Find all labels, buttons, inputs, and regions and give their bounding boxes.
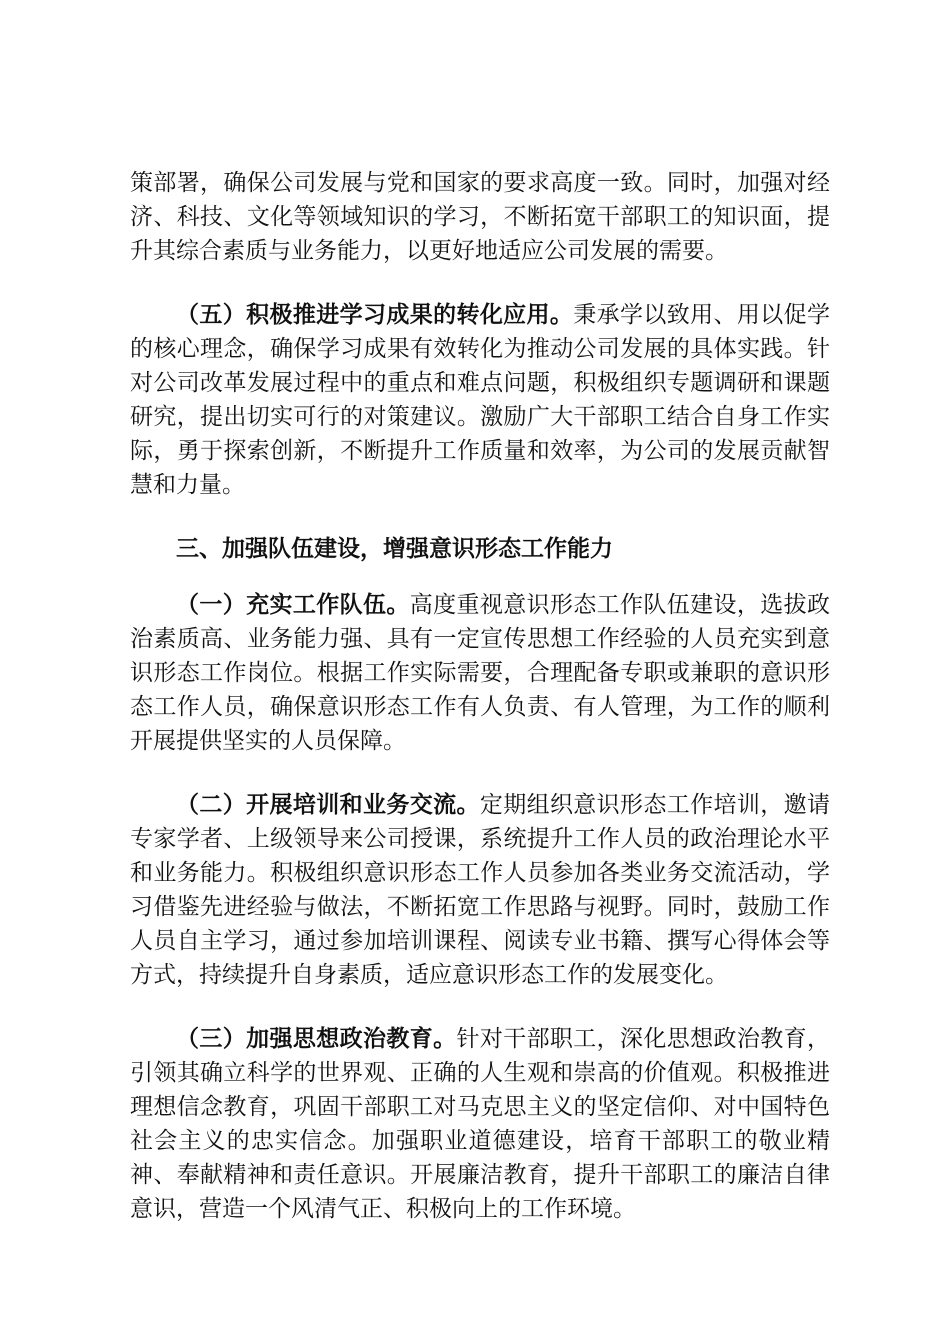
paragraph-section-1 xyxy=(130,588,830,758)
paragraph-lead: （一）充实工作队伍。 xyxy=(176,592,410,618)
paragraph-text: 秉承学以致用、用以促学的核心理念，确保学习成果有效转化为推动公司发展的具体实践。针对公司改革发展过程中的重点和难点问题，积极组织专题调研和课题研究，提出切实可行的对策建议。激励广大干部职工结合自身工作实际，勇于探索创新，不断提升工作质量和效率，为公司的发展贡献智慧和力量。 xyxy=(130,302,831,498)
paragraph-section-3 xyxy=(130,1022,830,1226)
paragraph-lead: （五）积极推进学习成果的转化应用。 xyxy=(176,302,574,328)
paragraph-text: 针对干部职工，深化思想政治教育，引领其确立科学的世界观、正确的人生观和崇高的价值观。积极推进理想信念教育，巩固干部职工对马克思主义的坚定信仰、对中国特色社会主义的忠实信念。加强职业道德建设，培育干部职工的敬业精神、奉献精神和责任意识。开展廉洁教育，提升干部职工的廉洁自律意识，营造一个风清气正、积极向上的工作环境。 xyxy=(130,1026,831,1222)
paragraph-text: 高度重视意识形态工作队伍建设，选拔政治素质高、业务能力强、具有一定宣传思想工作经验的人员充实到意识形态工作岗位。根据工作实际需要，合理配备专职或兼职的意识形态工作人员，确保意识形态工作有人负责、有人管理，为工作的顺利开展提供坚实的人员保障。 xyxy=(130,592,831,754)
paragraph-continued xyxy=(130,166,830,268)
paragraph-lead: （三）加强思想政治教育。 xyxy=(176,1026,457,1052)
paragraph-lead: （二）开展培训和业务交流。 xyxy=(176,792,480,818)
document-page xyxy=(130,166,830,1256)
section-heading-text: 三、加强队伍建设，增强意识形态工作能力 xyxy=(176,536,613,562)
paragraph-section-2 xyxy=(130,788,830,992)
paragraph-text: 定期组织意识形态工作培训，邀请专家学者、上级领导来公司授课，系统提升工作人员的政治理论水平和业务能力。积极组织意识形态工作人员参加各类业务交流活动，学习借鉴先进经验与做法，不断拓宽工作思路与视野。同时，鼓励工作人员自主学习，通过参加培训课程、阅读专业书籍、撰写心得体会等方式，持续提升自身素质，适应意识形态工作的发展变化。 xyxy=(130,792,831,988)
paragraph-section-5 xyxy=(130,298,830,502)
paragraph-text: 策部署，确保公司发展与党和国家的要求高度一致。同时，加强对经济、科技、文化等领域知识的学习，不断拓宽干部职工的知识面，提升其综合素质与业务能力，以更好地适应公司发展的需要。 xyxy=(130,170,830,264)
section-heading xyxy=(130,532,830,566)
